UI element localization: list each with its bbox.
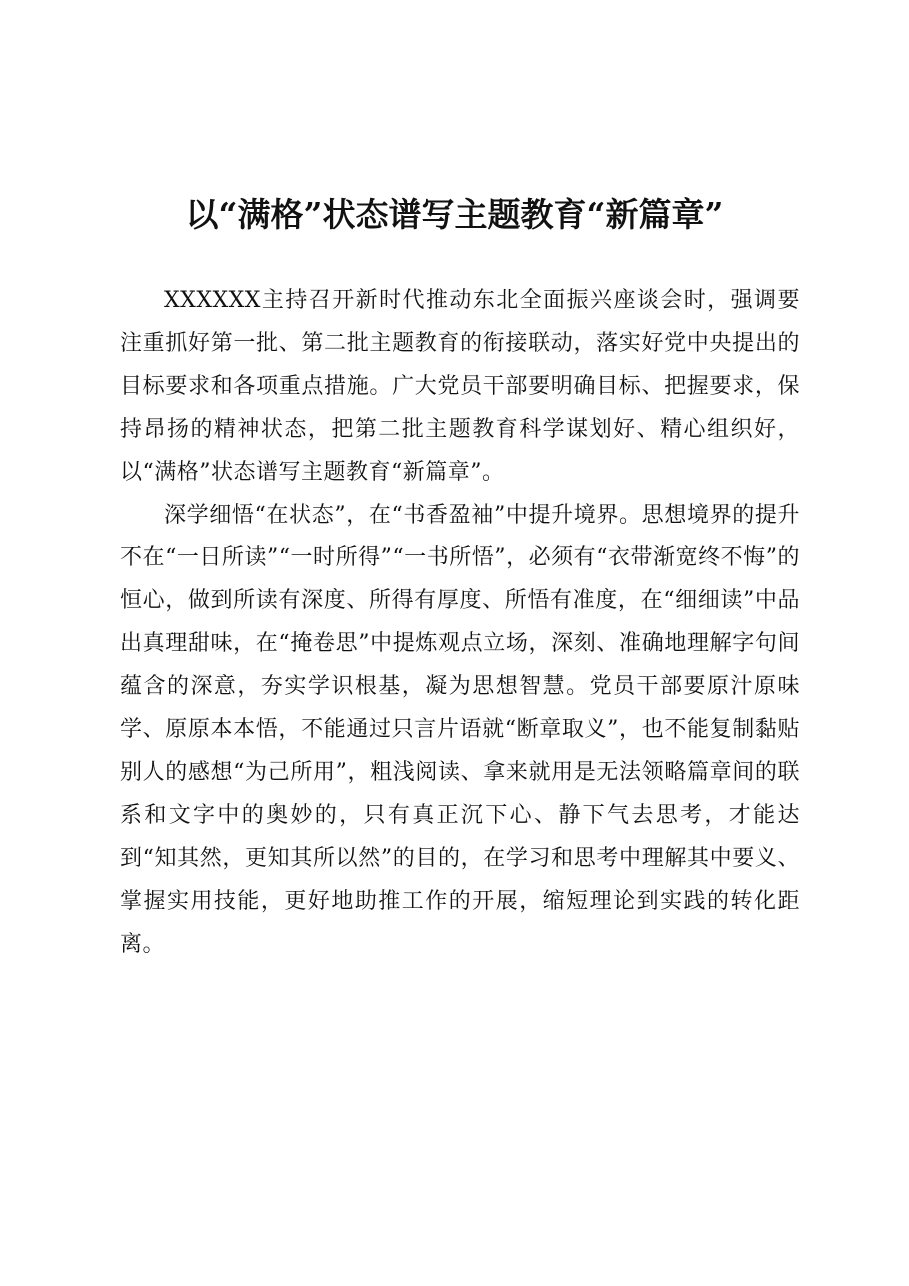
document-body <box>120 280 800 967</box>
paragraph-1: XXXXXX主持召开新时代推动东北全面振兴座谈会时，强调要注重抓好第一批、第二批主题教育的衔接联动，落实好党中央提出的目标要求和各项重点措施。广大党员干部要明确目标、把握要求，保持昂扬的精神状态，把第二批主题教育科学谋划好、精心组织好，以“满格”状态谱写主题教育“新篇章”。 <box>120 288 800 485</box>
paragraph-2: 深学细悟“在状态”，在“书香盈袖”中提升境界。思想境界的提升不在“一日所读”“一时所得”“一书所悟”，必须有“衣带渐宽终不悔”的恒心，做到所读有深度、所得有厚度、所悟有准度，在“细细读”中品出真理甜味，在“掩卷思”中提炼观点立场，深刻、准确地理解字句间蕴含的深意，夯实学识根基，凝为思想智慧。党员干部要原汁原味学、原原本本悟，不能通过只言片语就“断章取义”，也不能复制黏贴别人的感想“为己所用”，粗浅阅读、拿来就用是无法领略篇章间的联系和文字中的奥妙的，只有真正沉下心、静下气去思考，才能达到“知其然，更知其所以然”的目的，在学习和思考中理解其中要义、掌握实用技能，更好地助推工作的开展，缩短理论到实践的转化距离。 <box>120 502 800 957</box>
document-title: 以“满格”状态谱写主题教育“新篇章” <box>185 195 724 234</box>
